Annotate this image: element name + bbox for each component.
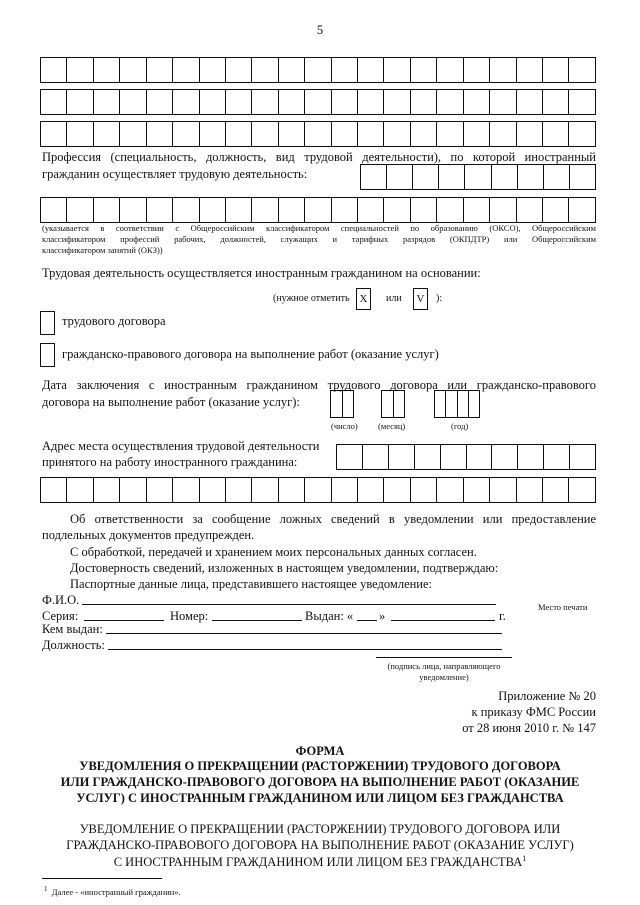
series-label: Серия: — [42, 609, 79, 623]
number-field[interactable] — [212, 620, 302, 621]
grid-cell[interactable] — [463, 121, 489, 147]
grid-cell[interactable] — [543, 164, 569, 190]
profession-grid[interactable] — [360, 164, 596, 190]
grid-cell[interactable] — [119, 197, 145, 223]
grid-cell[interactable] — [436, 121, 462, 147]
grid-cell[interactable] — [251, 121, 277, 147]
grid-cell[interactable] — [357, 477, 383, 503]
text-grid-row[interactable] — [40, 89, 596, 115]
confirm-statement: Достоверность сведений, изложенных в настоящем уведомлении, подтверждаю: — [70, 561, 499, 575]
fio-label: Ф.И.О. — [42, 593, 80, 607]
grid-cell[interactable] — [357, 57, 383, 83]
grid-cell[interactable] — [199, 57, 225, 83]
grid-cell[interactable] — [146, 89, 172, 115]
grid-cell[interactable] — [516, 57, 542, 83]
grid-cell[interactable] — [199, 477, 225, 503]
address-grid[interactable] — [336, 444, 596, 470]
grid-cell[interactable] — [304, 89, 330, 115]
grid-cell[interactable] — [304, 121, 330, 147]
date-label: Дата заключения с иностранным гражданином трудового договора или гражданско-правового — [42, 378, 596, 392]
grid-cell[interactable] — [119, 477, 145, 503]
grid-cell[interactable] — [278, 89, 304, 115]
grid-cell[interactable] — [225, 89, 251, 115]
grid-cell[interactable] — [436, 89, 462, 115]
grid-cell[interactable] — [543, 444, 569, 470]
grid-cell[interactable] — [146, 57, 172, 83]
grid-cell[interactable] — [342, 390, 355, 418]
grid-cell[interactable] — [489, 57, 515, 83]
issued-month-field[interactable] — [391, 620, 495, 621]
grid-cell[interactable] — [251, 89, 277, 115]
page-number: 5 — [316, 23, 324, 37]
grid-cell[interactable] — [225, 57, 251, 83]
footnote-ref: 1 — [522, 854, 527, 863]
grid-cell[interactable] — [386, 164, 412, 190]
classifier-note: классификатором занятий (ОКЗ)) — [42, 245, 163, 255]
day-grid[interactable] — [330, 390, 354, 418]
grid-cell[interactable] — [516, 197, 542, 223]
number-label: Номер: — [170, 609, 209, 623]
footnote-text: Далее - «иностранный гражданин». — [51, 886, 181, 897]
grid-cell[interactable] — [304, 197, 330, 223]
mark-instruction: (нужное отметить — [273, 293, 350, 304]
grid-cell[interactable] — [491, 444, 517, 470]
grid-cell[interactable] — [436, 197, 462, 223]
grid-cell[interactable] — [457, 390, 468, 418]
grid-cell[interactable] — [491, 164, 517, 190]
grid-cell[interactable] — [357, 89, 383, 115]
grid-cell[interactable] — [199, 89, 225, 115]
grid-cell[interactable] — [304, 57, 330, 83]
mark-x-sample: X — [356, 288, 371, 310]
grid-cell[interactable] — [304, 477, 330, 503]
grid-cell[interactable] — [119, 57, 145, 83]
grid-cell[interactable] — [489, 121, 515, 147]
grid-cell[interactable] — [410, 197, 436, 223]
civil-contract-label: гражданско-правового договора на выполнение работ (оказание услуг) — [62, 347, 439, 361]
grid-cell[interactable] — [172, 477, 198, 503]
grid-cell[interactable] — [225, 197, 251, 223]
position-label: Должность: — [42, 638, 105, 652]
form-word: ФОРМА — [295, 744, 345, 758]
grid-cell[interactable] — [542, 197, 568, 223]
issued-label: Выдан: « — [305, 609, 354, 623]
responsibility-statement: Об ответственности за сообщение ложных сведений в уведомлении или предоставление — [70, 512, 596, 526]
grid-cell[interactable] — [251, 57, 277, 83]
consent-statement: С обработкой, передачей и хранением моих персональных данных согласен. — [70, 545, 477, 559]
classifier-note: (указывается в соответствии с Общероссийским классификатором специальностей по образованию (ОКСО), Общероссийским — [42, 223, 596, 233]
grid-cell[interactable] — [436, 57, 462, 83]
grid-cell[interactable] — [568, 89, 595, 115]
grid-cell[interactable] — [278, 477, 304, 503]
grid-cell[interactable] — [93, 89, 119, 115]
grid-cell[interactable] — [468, 390, 480, 418]
grid-cell[interactable] — [568, 57, 595, 83]
grid-cell[interactable] — [517, 444, 543, 470]
grid-cell[interactable] — [489, 89, 515, 115]
grid-cell[interactable] — [383, 121, 409, 147]
grid-cell[interactable] — [360, 164, 386, 190]
grid-cell[interactable] — [568, 197, 595, 223]
grid-cell[interactable] — [445, 390, 456, 418]
grid-cell[interactable] — [172, 57, 198, 83]
signature-caption: уведомление) — [419, 672, 469, 682]
notice-title: ГРАЖДАНСКО-ПРАВОВОГО ДОГОВОРА НА ВЫПОЛНЕНИЕ РАБОТ (ОКАЗАНИЕ УСЛУГ) — [66, 838, 574, 852]
grid-cell[interactable] — [440, 444, 466, 470]
grid-cell[interactable] — [199, 197, 225, 223]
address-label: Адрес места осуществления трудовой деятельности — [42, 439, 320, 453]
grid-cell[interactable] — [331, 57, 357, 83]
mark-v-sample: V — [413, 288, 428, 310]
grid-cell[interactable] — [225, 121, 251, 147]
profession-label: Профессия (специальность, должность, вид трудовой деятельности), по которой иностранный — [42, 150, 596, 164]
grid-cell[interactable] — [463, 477, 489, 503]
grid-cell[interactable] — [464, 164, 490, 190]
grid-cell[interactable] — [516, 121, 542, 147]
grid-cell[interactable] — [278, 57, 304, 83]
grid-cell[interactable] — [410, 121, 436, 147]
grid-cell[interactable] — [362, 444, 388, 470]
grid-cell[interactable] — [278, 197, 304, 223]
grid-cell[interactable] — [119, 121, 145, 147]
grid-cell[interactable] — [434, 390, 445, 418]
grid-cell[interactable] — [463, 89, 489, 115]
date-label: договора на выполнение работ (оказание услуг): — [42, 395, 300, 409]
grid-cell[interactable] — [489, 477, 515, 503]
grid-cell[interactable] — [93, 477, 119, 503]
grid-cell[interactable] — [383, 57, 409, 83]
grid-cell[interactable] — [383, 197, 409, 223]
grid-cell[interactable] — [516, 477, 542, 503]
grid-cell[interactable] — [172, 89, 198, 115]
grid-cell[interactable] — [463, 57, 489, 83]
grid-cell[interactable] — [357, 197, 383, 223]
footnote-divider — [42, 878, 162, 879]
classifier-note: классификатором профессий рабочих, должностей, служащих и тарифных разрядов (ОКПДТР) или Общероссийским — [42, 234, 596, 244]
grid-cell[interactable] — [568, 121, 595, 147]
grid-cell[interactable] — [199, 121, 225, 147]
grid-cell[interactable] — [568, 477, 595, 503]
grid-cell[interactable] — [393, 390, 406, 418]
month-grid[interactable] — [381, 390, 405, 418]
quote-close: » — [379, 609, 386, 623]
grid-cell[interactable] — [93, 197, 119, 223]
grid-cell[interactable] — [438, 164, 464, 190]
grid-cell[interactable] — [225, 477, 251, 503]
mark-instruction: ): — [436, 293, 443, 304]
grid-cell[interactable] — [383, 477, 409, 503]
grid-cell[interactable] — [414, 444, 440, 470]
grid-cell[interactable] — [40, 57, 66, 83]
grid-cell[interactable] — [146, 197, 172, 223]
grid-cell[interactable] — [331, 121, 357, 147]
grid-cell[interactable] — [542, 121, 568, 147]
issued-day-field[interactable] — [357, 620, 377, 621]
grid-cell[interactable] — [412, 164, 438, 190]
year-caption: (год) — [451, 421, 469, 431]
grid-cell[interactable] — [357, 121, 383, 147]
position-field[interactable] — [108, 649, 502, 650]
day-caption: (число) — [331, 421, 358, 431]
grid-cell[interactable] — [542, 57, 568, 83]
grid-cell[interactable] — [331, 197, 357, 223]
issued-by-label: Кем выдан: — [42, 622, 103, 636]
appendix-date: от 28 июня 2010 г. № 147 — [462, 721, 596, 735]
notice-title — [0, 854, 640, 870]
notice-title: УВЕДОМЛЕНИЕ О ПРЕКРАЩЕНИИ (РАСТОРЖЕНИИ) ТРУДОВОГО ДОГОВОРА ИЛИ — [79, 822, 561, 836]
grid-cell[interactable] — [381, 390, 393, 418]
grid-cell[interactable] — [330, 390, 342, 418]
grid-cell[interactable] — [40, 121, 66, 147]
grid-cell[interactable] — [517, 164, 543, 190]
grid-cell[interactable] — [542, 89, 568, 115]
text-grid-row[interactable] — [40, 121, 596, 147]
form-title: ИЛИ ГРАЖДАНСКО-ПРАВОВОГО ДОГОВОРА НА ВЫПОЛНЕНИЕ РАБОТ (ОКАЗАНИЕ — [60, 775, 580, 789]
grid-cell[interactable] — [40, 89, 66, 115]
labor-contract-checkbox[interactable] — [40, 311, 55, 335]
grid-cell[interactable] — [251, 197, 277, 223]
grid-cell[interactable] — [383, 89, 409, 115]
notice-title-text: С ИНОСТРАННЫМ ГРАЖДАНИНОМ ИЛИ ЛИЦОМ БЕЗ ГРАЖДАНСТВА — [113, 855, 523, 870]
grid-cell[interactable] — [410, 57, 436, 83]
grid-cell[interactable] — [436, 477, 462, 503]
profession-grid[interactable] — [40, 197, 596, 223]
appendix-number: Приложение № 20 — [498, 689, 596, 703]
grid-cell[interactable] — [489, 197, 515, 223]
signature-caption: (подпись лица, направляющего — [387, 661, 501, 671]
grid-cell[interactable] — [172, 121, 198, 147]
grid-cell[interactable] — [278, 121, 304, 147]
grid-cell[interactable] — [66, 57, 92, 83]
year-suffix: г. — [499, 609, 506, 623]
grid-cell[interactable] — [331, 89, 357, 115]
responsibility-statement: подлельных документов предупрежден. — [42, 528, 255, 542]
address-label: принятого на работу иностранного гражданина: — [42, 455, 298, 469]
footnote — [44, 884, 181, 898]
grid-cell[interactable] — [66, 477, 92, 503]
grid-cell[interactable] — [119, 89, 145, 115]
year-grid[interactable] — [434, 390, 480, 418]
address-grid[interactable] — [40, 477, 596, 503]
grid-cell[interactable] — [66, 197, 92, 223]
text-grid-row[interactable] — [40, 57, 596, 83]
footnote-mark: 1 — [44, 885, 48, 893]
grid-cell[interactable] — [93, 121, 119, 147]
grid-cell[interactable] — [146, 477, 172, 503]
grid-cell[interactable] — [410, 477, 436, 503]
issued-by-field[interactable] — [106, 633, 502, 634]
grid-cell[interactable] — [569, 444, 596, 470]
appendix-order: к приказу ФМС России — [471, 705, 596, 719]
fio-field[interactable] — [82, 604, 496, 605]
grid-cell[interactable] — [569, 164, 596, 190]
month-caption: (месяц) — [378, 421, 406, 431]
grid-cell[interactable] — [331, 477, 357, 503]
grid-cell[interactable] — [336, 444, 362, 470]
grid-cell[interactable] — [146, 121, 172, 147]
passport-intro: Паспортные данные лица, представившего настоящее уведомление: — [70, 577, 433, 591]
civil-contract-checkbox[interactable] — [40, 343, 55, 367]
grid-cell[interactable] — [542, 477, 568, 503]
basis-title: Трудовая деятельность осуществляется иностранным гражданином на основании: — [42, 266, 481, 280]
form-title: УСЛУГ) С ИНОСТРАННЫМ ГРАЖДАНИНОМ ИЛИ ЛИЦОМ БЕЗ ГРАЖДАНСТВА — [76, 791, 564, 805]
profession-label: гражданин осуществляет трудовую деятельность: — [42, 167, 308, 181]
grid-cell[interactable] — [40, 477, 66, 503]
grid-cell[interactable] — [466, 444, 492, 470]
grid-cell[interactable] — [93, 57, 119, 83]
signature-field[interactable] — [376, 657, 512, 658]
grid-cell[interactable] — [251, 477, 277, 503]
grid-cell[interactable] — [463, 197, 489, 223]
grid-cell[interactable] — [66, 89, 92, 115]
stamp-place: Место печати — [538, 602, 588, 612]
labor-contract-label: трудового договора — [62, 314, 166, 328]
form-title: УВЕДОМЛЕНИЯ О ПРЕКРАЩЕНИИ (РАСТОРЖЕНИИ) ТРУДОВОГО ДОГОВОРА — [79, 759, 561, 773]
grid-cell[interactable] — [388, 444, 414, 470]
grid-cell[interactable] — [40, 197, 66, 223]
grid-cell[interactable] — [66, 121, 92, 147]
mark-instruction: или — [386, 293, 402, 304]
grid-cell[interactable] — [410, 89, 436, 115]
grid-cell[interactable] — [172, 197, 198, 223]
grid-cell[interactable] — [516, 89, 542, 115]
